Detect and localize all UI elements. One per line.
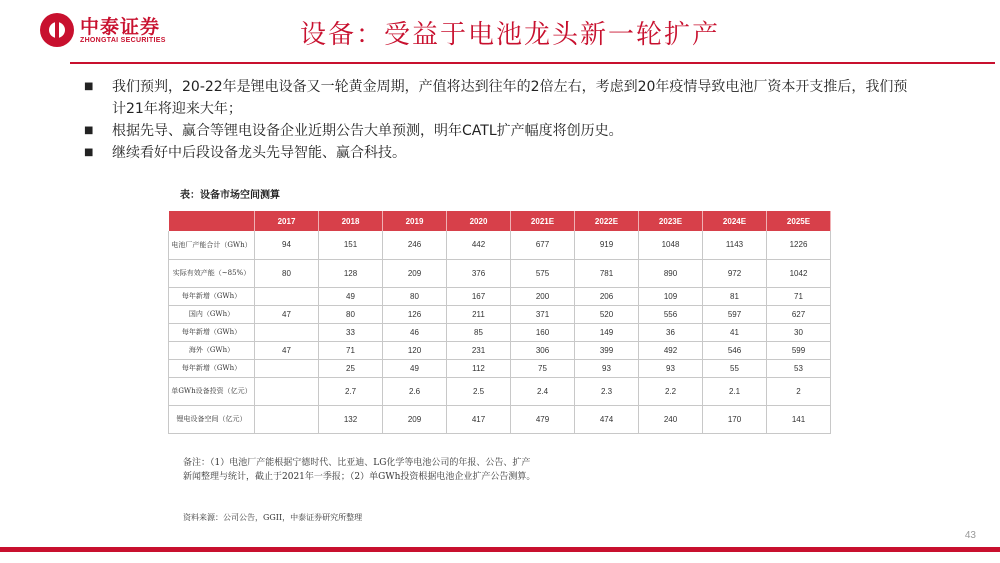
bullet-item [84, 142, 914, 164]
value-cell: 47 [255, 305, 319, 323]
value-cell: 93 [575, 359, 639, 377]
data-source: 资料来源：公司公告，GGII，中泰证券研究所整理 [183, 513, 363, 522]
row-label: 国内（GWh） [169, 305, 255, 323]
table-row [169, 359, 831, 377]
title-divider [70, 62, 995, 64]
table-row [169, 259, 831, 287]
row-label: 每年新增（GWh） [169, 323, 255, 341]
company-logo [40, 13, 166, 47]
header-cell-blank [169, 211, 255, 231]
value-cell: 599 [767, 341, 831, 359]
value-cell: 442 [447, 231, 511, 259]
note-line-1: 备注：（1）电池厂产能根据宁德时代、比亚迪、LG化学等电池公司的年报、公告、扩产 [183, 458, 531, 468]
bullet-square-icon: ■ [84, 147, 94, 158]
table-row [169, 305, 831, 323]
value-cell: 75 [511, 359, 575, 377]
value-cell: 80 [319, 305, 383, 323]
value-cell: 151 [319, 231, 383, 259]
value-cell: 399 [575, 341, 639, 359]
value-cell: 49 [319, 287, 383, 305]
value-cell: 112 [447, 359, 511, 377]
value-cell [255, 405, 319, 433]
value-cell: 2 [767, 377, 831, 405]
value-cell: 211 [447, 305, 511, 323]
bullet-text: 我们预判，20-22年是锂电设备又一轮黄金周期，产值将达到往年的2倍左右，考虑到20年疫情导致电池厂资本开支推后，我们预计21年将迎来大年； [112, 79, 908, 117]
footer-bar [0, 547, 1000, 552]
market-space-table [168, 211, 831, 434]
table-row [169, 287, 831, 305]
row-label: 海外（GWh） [169, 341, 255, 359]
value-cell: 556 [639, 305, 703, 323]
value-cell: 206 [575, 287, 639, 305]
table-row [169, 341, 831, 359]
value-cell: 33 [319, 323, 383, 341]
note-line-2: 新闻整理与统计，截止于2021年一季报；（2）单GWh投资根据电池企业扩产公告测算。 [183, 472, 536, 482]
value-cell: 2.7 [319, 377, 383, 405]
value-cell: 160 [511, 323, 575, 341]
table-header-row [169, 211, 831, 231]
value-cell: 55 [703, 359, 767, 377]
value-cell: 149 [575, 323, 639, 341]
value-cell: 141 [767, 405, 831, 433]
value-cell: 126 [383, 305, 447, 323]
bullet-item [84, 120, 914, 142]
value-cell: 2.1 [703, 377, 767, 405]
slide-title: 设备：受益于电池龙头新一轮扩产 [300, 20, 721, 50]
value-cell: 1143 [703, 231, 767, 259]
value-cell: 80 [383, 287, 447, 305]
value-cell: 479 [511, 405, 575, 433]
value-cell: 546 [703, 341, 767, 359]
header-cell-year: 2025E [767, 211, 831, 231]
header-cell-year: 2017 [255, 211, 319, 231]
page-number: 43 [964, 530, 976, 541]
table-row [169, 231, 831, 259]
header-cell-year: 2019 [383, 211, 447, 231]
bullet-list [84, 76, 914, 164]
value-cell: 492 [639, 341, 703, 359]
value-cell [255, 323, 319, 341]
value-cell: 1042 [767, 259, 831, 287]
value-cell: 209 [383, 259, 447, 287]
value-cell: 85 [447, 323, 511, 341]
table-row [169, 405, 831, 433]
value-cell: 81 [703, 287, 767, 305]
value-cell: 109 [639, 287, 703, 305]
value-cell: 627 [767, 305, 831, 323]
value-cell: 972 [703, 259, 767, 287]
value-cell: 597 [703, 305, 767, 323]
bullet-square-icon: ■ [84, 81, 94, 92]
value-cell [255, 287, 319, 305]
header-cell-year: 2021E [511, 211, 575, 231]
value-cell: 2.4 [511, 377, 575, 405]
row-label: 单GWh设备投资（亿元） [169, 377, 255, 405]
value-cell: 371 [511, 305, 575, 323]
row-label: 锂电设备空间（亿元） [169, 405, 255, 433]
value-cell: 30 [767, 323, 831, 341]
value-cell: 2.2 [639, 377, 703, 405]
value-cell: 919 [575, 231, 639, 259]
table-caption: 表：设备市场空间测算 [180, 190, 280, 201]
header-cell-year: 2022E [575, 211, 639, 231]
value-cell: 306 [511, 341, 575, 359]
value-cell: 2.5 [447, 377, 511, 405]
value-cell: 93 [639, 359, 703, 377]
header-cell-year: 2023E [639, 211, 703, 231]
value-cell: 1226 [767, 231, 831, 259]
logo-icon [40, 13, 74, 47]
value-cell: 575 [511, 259, 575, 287]
table-row [169, 323, 831, 341]
value-cell: 200 [511, 287, 575, 305]
value-cell: 170 [703, 405, 767, 433]
header-cell-year: 2024E [703, 211, 767, 231]
bullet-text: 继续看好中后段设备龙头先导智能、赢合科技。 [112, 145, 406, 161]
value-cell: 209 [383, 405, 447, 433]
value-cell: 94 [255, 231, 319, 259]
value-cell: 246 [383, 231, 447, 259]
value-cell: 240 [639, 405, 703, 433]
value-cell: 417 [447, 405, 511, 433]
table-note [183, 456, 535, 484]
value-cell: 677 [511, 231, 575, 259]
value-cell: 231 [447, 341, 511, 359]
value-cell: 167 [447, 287, 511, 305]
value-cell [255, 377, 319, 405]
bullet-item [84, 76, 914, 120]
bullet-square-icon: ■ [84, 125, 94, 136]
value-cell: 1048 [639, 231, 703, 259]
row-label: 每年新增（GWh） [169, 359, 255, 377]
value-cell: 71 [767, 287, 831, 305]
logo-cn-text: 中泰证券 [80, 15, 161, 38]
value-cell: 41 [703, 323, 767, 341]
header-cell-year: 2018 [319, 211, 383, 231]
value-cell: 890 [639, 259, 703, 287]
value-cell: 71 [319, 341, 383, 359]
value-cell: 47 [255, 341, 319, 359]
row-label: 每年新增（GWh） [169, 287, 255, 305]
value-cell: 474 [575, 405, 639, 433]
header-cell-year: 2020 [447, 211, 511, 231]
value-cell: 2.3 [575, 377, 639, 405]
value-cell: 120 [383, 341, 447, 359]
value-cell: 520 [575, 305, 639, 323]
value-cell: 46 [383, 323, 447, 341]
value-cell: 781 [575, 259, 639, 287]
value-cell: 128 [319, 259, 383, 287]
table-row [169, 377, 831, 405]
value-cell: 53 [767, 359, 831, 377]
value-cell: 80 [255, 259, 319, 287]
value-cell: 36 [639, 323, 703, 341]
row-label: 电池厂产能合计（GWh） [169, 231, 255, 259]
bullet-text: 根据先导、赢合等锂电设备企业近期公告大单预测，明年CATL扩产幅度将创历史。 [112, 123, 623, 139]
value-cell: 132 [319, 405, 383, 433]
value-cell: 376 [447, 259, 511, 287]
row-label: 实际有效产能（~85%） [169, 259, 255, 287]
value-cell [255, 359, 319, 377]
value-cell: 49 [383, 359, 447, 377]
value-cell: 25 [319, 359, 383, 377]
value-cell: 2.6 [383, 377, 447, 405]
logo-en-text: ZHONGTAI SECURITIES [80, 36, 166, 44]
